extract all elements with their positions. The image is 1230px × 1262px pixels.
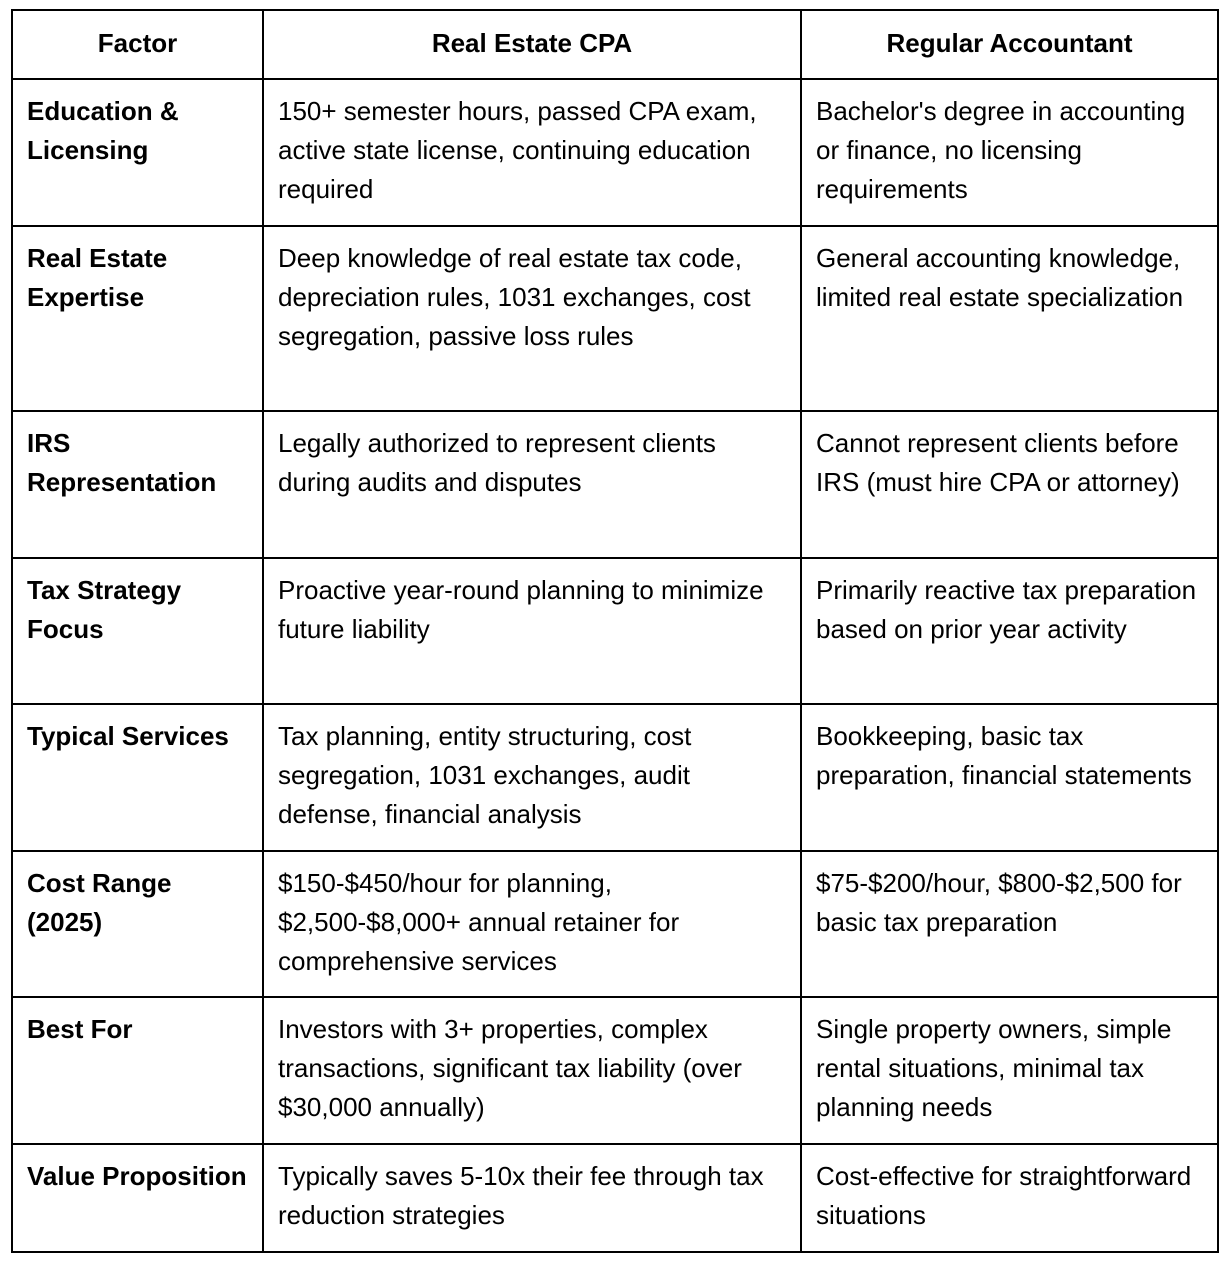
cpa-cell: Typically saves 5-10x their fee through tax reduction strategies — [263, 1144, 801, 1252]
table-row — [12, 851, 1218, 997]
factor-cell: IRS Representation — [12, 411, 263, 558]
factor-cell: Value Proposition — [12, 1144, 263, 1252]
cpa-cell: 150+ semester hours, passed CPA exam, active state license, continuing education required — [263, 79, 801, 226]
header-real-estate-cpa: Real Estate CPA — [263, 10, 801, 79]
factor-cell: Tax Strategy Focus — [12, 558, 263, 704]
header-regular-accountant: Regular Accountant — [801, 10, 1218, 79]
table-row — [12, 226, 1218, 411]
factor-cell: Cost Range (2025) — [12, 851, 263, 997]
cpa-cell: Proactive year-round planning to minimize future liability — [263, 558, 801, 704]
accountant-cell: Cost-effective for straightforward situations — [801, 1144, 1218, 1252]
factor-cell: Best For — [12, 997, 263, 1144]
accountant-cell: Cannot represent clients before IRS (must hire CPA or attorney) — [801, 411, 1218, 558]
accountant-cell: Single property owners, simple rental situations, minimal tax planning needs — [801, 997, 1218, 1144]
factor-cell: Typical Services — [12, 704, 263, 851]
accountant-cell: General accounting knowledge, limited real estate specialization — [801, 226, 1218, 411]
cpa-cell: Tax planning, entity structuring, cost segregation, 1031 exchanges, audit defense, financial analysis — [263, 704, 801, 851]
cpa-cell: Legally authorized to represent clients during audits and disputes — [263, 411, 801, 558]
table-row — [12, 79, 1218, 226]
table-row — [12, 558, 1218, 704]
cpa-cell: Investors with 3+ properties, complex transactions, significant tax liability (over $30,000 annually) — [263, 997, 801, 1144]
header-factor: Factor — [12, 10, 263, 79]
cpa-cell: Deep knowledge of real estate tax code, depreciation rules, 1031 exchanges, cost segregation, passive loss rules — [263, 226, 801, 411]
accountant-cell: $75-$200/hour, $800-$2,500 for basic tax preparation — [801, 851, 1218, 997]
table-row — [12, 411, 1218, 558]
table-row — [12, 704, 1218, 851]
comparison-table — [11, 9, 1219, 1253]
header-row — [12, 10, 1218, 79]
factor-cell: Education & Licensing — [12, 79, 263, 226]
factor-cell: Real Estate Expertise — [12, 226, 263, 411]
table-row — [12, 997, 1218, 1144]
accountant-cell: Primarily reactive tax preparation based on prior year activity — [801, 558, 1218, 704]
cpa-cell: $150-$450/hour for planning, $2,500-$8,000+ annual retainer for comprehensive services — [263, 851, 801, 997]
accountant-cell: Bachelor's degree in accounting or finance, no licensing requirements — [801, 79, 1218, 226]
accountant-cell: Bookkeeping, basic tax preparation, financial statements — [801, 704, 1218, 851]
table-row — [12, 1144, 1218, 1252]
